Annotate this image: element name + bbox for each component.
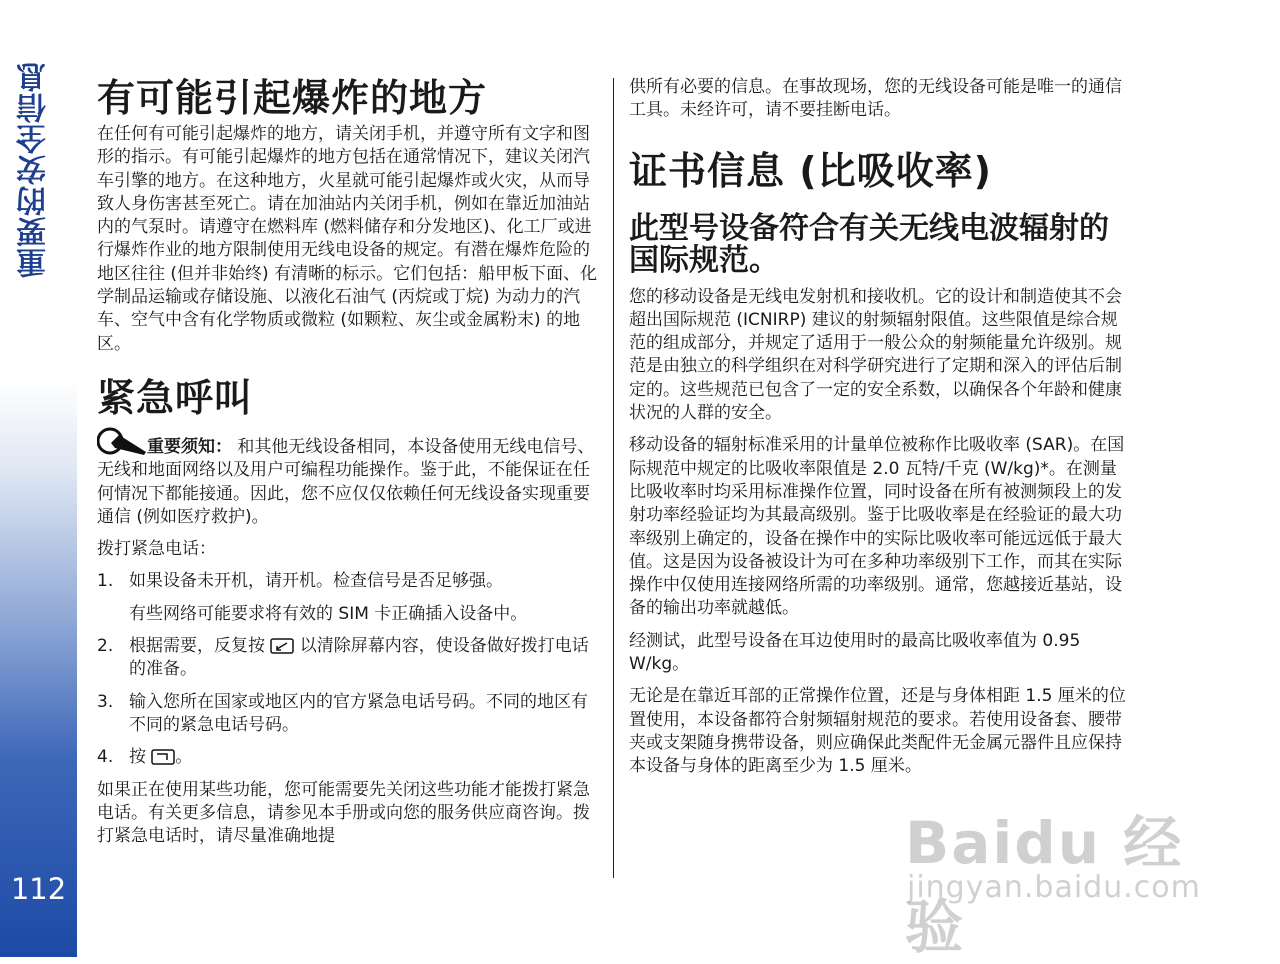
list-item [97,635,601,682]
clear-key-icon [270,638,294,654]
step-extra: 有些网络可能要求将有效的 SIM 卡正确插入设备中。 [129,603,528,624]
note-pencil-icon [97,426,147,456]
step-number: 4. [97,747,114,768]
list-item [97,746,601,769]
watermark-url: jingyan.baidu.com [907,870,1201,905]
continuation-paragraph: 供所有必要的信息。在事故现场，您的无线设备可能是唯一的通信工具。未经许可，请不要挂断电话。 [629,77,1122,121]
watermark-logo: Baidu 经验 [905,809,1184,961]
note-label: 重要须知： [147,436,232,457]
step-text-before: 根据需要，反复按 [129,636,271,657]
call-key-icon [151,749,175,765]
section-title: 重要的安全信息 [17,61,52,278]
subheading-compliance: 此型号设备符合有关无线电波辐射的国际规范。 [629,210,1109,278]
step-text: 如果设备未开机，请开机。检查信号是否足够强。 [129,571,503,592]
sar-paragraph-4: 无论是在靠近耳部的正常操作位置，还是与身体相距 1.5 厘米的位置使用，本设备都符合射频辐射规范的要求。若使用设备套、腰带夹或支架随身携带设备，则应确保此类配件无金属元器件且应保持本设备与身体的距离至少为 1.5 厘米。 [629,686,1126,777]
step-text-after: 。 [175,747,193,768]
step-number: 1. [97,571,114,592]
sar-paragraph-1: 您的移动设备是无线电发射机和接收机。它的设计和制造使其不会超出国际规范 (ICNIRP) 建议的射频辐射限值。这些限值是综合规范的组成部分，并规定了适用于一般公众的射频能量允许级别。规范是由独立的科学组织在对科学研究进行了定期和深入的评估后制定的。这些规范已包含了一定的安全系数，以确保各个年龄和健康状况的人群的安全。 [629,286,1122,424]
column-divider [613,78,614,878]
sar-paragraph-3: 经测试，此型号设备在耳边使用时的最高比吸收率值为 0.95 W/kg。 [629,630,1081,675]
heading-certification: 证书信息 (比吸收率) [629,148,992,193]
closing-paragraph: 如果正在使用某些功能，您可能需要先关闭这些功能才能拨打紧急电话。有关更多信息，请参见本手册或向您的服务供应商咨询。拨打紧急电话时，请尽量准确地提 [97,779,590,847]
dial-steps [97,570,601,769]
sar-paragraph-2: 移动设备的辐射标准采用的计量单位被称作比吸收率 (SAR)。在国际规范中规定的比吸收率限值是 2.0 瓦特/千克 (W/kg)*。在测量比吸收率时均采用标准操作位置，同时设备在所有被测频段上的发射功率经验证均为其最高级别。鉴于比吸收率是在经验证的最大功率级别上确定的，设备在操作中的实际比吸收率可能远远低于最大值。这是因为设备被设计为可在多种功率级别下工作，而其在实际操作中仅使用连接网络所需的功率级别。通常，您越接近基站，设备的输出功率就越低。 [629,435,1125,619]
list-item [97,570,601,626]
list-item [97,691,601,738]
left-column [97,76,601,848]
step-number: 2. [97,636,114,657]
important-note [97,426,601,529]
explosive-paragraph: 在任何有可能引起爆炸的地方，请关闭手机，并遵守所有文字和图形的指示。有可能引起爆炸的地方包括在通常情况下，建议关闭汽车引擎的地方。在这种地方，火星就可能引起爆炸或火灾，从而导致人身伤害甚至死亡。请在加油站内关闭手机，例如在靠近加油站内的气泵时。请遵守在燃料库 (燃料储存和分发地区)、化工厂或进行爆炸作业的地方限制使用无线电设备的规定。有潜在爆炸危险的地区往往 (但并非始终) 有清晰的标示。它们包括：船甲板下面、化学制品运输或存储设施、以液化石油气 (丙烷或丁烷) 为动力的汽车、空气中含有化学物质或微粒 (如颗粒、灰尘或金属粉末) 的地区。 [97,124,598,354]
step-text: 输入您所在国家或地区内的官方紧急电话号码。不同的地区有不同的紧急电话号码。 [129,691,588,735]
heading-emergency-calls: 紧急呼叫 [97,375,254,420]
right-column [629,76,1131,779]
step-number: 3. [97,691,114,712]
heading-explosive-areas: 有可能引起爆炸的地方 [97,76,488,120]
page-number: 112 [10,872,67,906]
watermark [905,790,1225,961]
note-text: 和其他无线设备相同，本设备使用无线电信号、无线和地面网络以及用户可编程功能操作。鉴于此，不能保证在任何情况下都能接通。因此，您不应仅仅依赖任何无线设备实现重要通信 (例如医疗救护)。 [97,436,595,527]
step-text-after: 以清除屏幕内容，使设备做好拨打电话的准备。 [129,636,589,680]
dial-intro: 拨打紧急电话： [97,539,216,560]
step-text-before: 按 [129,747,152,768]
